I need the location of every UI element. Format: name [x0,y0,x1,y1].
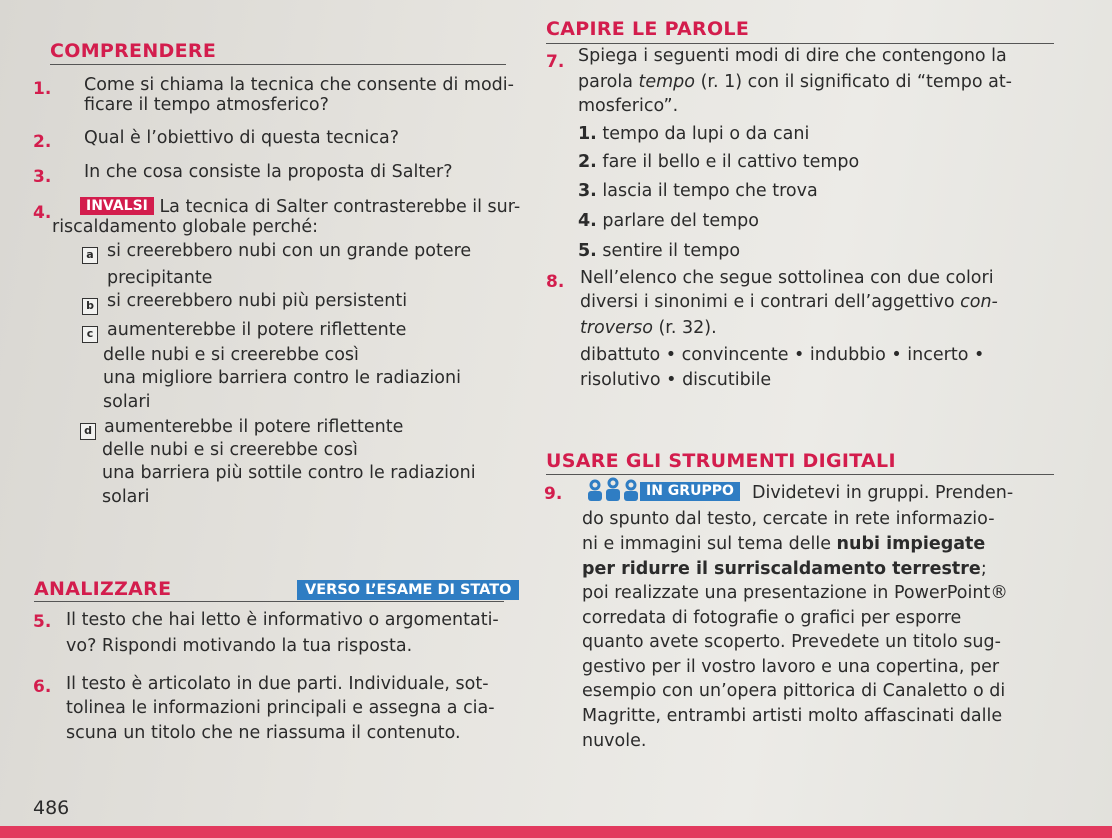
question-9-line-4: per ridurre il surriscaldamento terrestre; [582,559,987,579]
question-9-line-6: corredata di fotografie o grafici per esporre [582,608,962,628]
question-7-line-1: Spiega i seguenti modi di dire che contengono la [578,46,1007,66]
question-9-line-3: ni e immagini sul tema delle nubi impiegate [582,534,986,554]
question-number: 8. [546,272,565,292]
section-rule [546,474,1054,475]
question-8-line-1: Nell’elenco che segue sottolinea con due colori [580,268,994,288]
list-item: 1. tempo da lupi o da cani [578,124,810,144]
section-title-analizzare: ANALIZZARE [34,578,172,600]
section-rule [50,64,506,65]
list-item: 5. sentire il tempo [578,241,741,261]
question-number: 2. [33,132,52,152]
option-c-line-1: aumenterebbe il potere riflettente [107,320,407,340]
question-8-line-3: troverso (r. 32). [580,318,717,338]
question-9-line-5: poi realizzate una presentazione in PowerPoint® [582,583,1008,603]
question-5-line-1: Il testo che hai letto è informativo o argomentati- [66,610,499,630]
question-9-line-2: do spunto dal testo, cercate in rete informazio- [582,509,995,529]
list-item: 3. lascia il tempo che trova [578,181,818,201]
question-number: 4. [33,203,52,223]
question-number: 9. [544,484,563,504]
question-8-line-4: dibattuto • convincente • indubbio • incerto • [580,345,985,365]
page-number: 486 [33,797,70,819]
option-c-line-2: delle nubi e si creerebbe così [103,345,359,365]
section-title-comprendere: COMPRENDERE [50,40,217,62]
option-d-line-4: solari [102,487,150,507]
section-title-capire-le-parole: CAPIRE LE PAROLE [546,18,750,40]
question-6-line-1: Il testo è articolato in due parti. Individuale, sot- [66,674,489,694]
question-number: 3. [33,167,52,187]
question-4-line-2: riscaldamento globale perché: [52,217,319,237]
question-9-line-1: Dividetevi in gruppi. Prenden- [752,483,1014,503]
option-a-box[interactable]: a [82,247,98,264]
option-d-box[interactable]: d [80,423,96,440]
option-c-line-3: una migliore barriera contro le radiazioni [103,368,461,388]
section-title-strumenti-digitali: USARE GLI STRUMENTI DIGITALI [546,450,896,472]
question-1-line-2: ficare il tempo atmosferico? [84,95,329,115]
question-9-line-7: quanto avete scoperto. Prevedete un titolo sug- [582,632,1001,652]
question-7-line-2: parola tempo (r. 1) con il significato di “tempo at- [578,72,1012,92]
option-b-line-1: si creerebbero nubi più persistenti [107,291,408,311]
question-8-line-5: risolutivo • discutibile [580,370,772,390]
question-8-line-2: diversi i sinonimi e i contrari dell’aggettivo con- [580,292,998,312]
list-item: 4. parlare del tempo [578,211,759,231]
question-2-text: Qual è l’obiettivo di questa tecnica? [84,128,400,148]
page-bottom-bar [0,826,1112,838]
option-b-box[interactable]: b [82,298,98,315]
in-gruppo-badge: IN GRUPPO [640,482,740,501]
question-number: 6. [33,677,52,697]
group-icon [585,477,641,503]
question-number: 1. [33,79,52,99]
question-number: 5. [33,612,52,632]
option-a-line-2: precipitante [107,268,213,288]
question-9-line-10: Magritte, entrambi artisti molto affascinati dalle [582,706,1003,726]
option-c-box[interactable]: c [82,326,98,343]
question-4-line-1: INVALSI La tecnica di Salter contrasterebbe il sur- [80,195,520,219]
option-d-line-2: delle nubi e si creerebbe così [102,440,358,460]
question-1-line-1: Come si chiama la tecnica che consente di modi- [84,75,514,95]
question-number: 7. [546,52,565,72]
exam-badge: VERSO L’ESAME DI STATO [297,580,519,600]
option-a-line-1: si creerebbero nubi con un grande potere [107,241,472,261]
question-6-line-3: scuna un titolo che ne riassuma il contenuto. [66,723,461,743]
option-c-line-4: solari [103,392,151,412]
question-3-text: In che cosa consiste la proposta di Salter? [84,162,453,182]
question-9-line-11: nuvole. [582,731,647,751]
question-5-line-2: vo? Rispondi motivando la tua risposta. [66,636,413,656]
invalsi-badge: INVALSI [80,197,154,215]
option-d-line-3: una barriera più sottile contro le radiazioni [102,463,476,483]
question-9-line-8: gestivo per il vostro lavoro e una copertina, per [582,657,1000,677]
list-item: 2. fare il bello e il cattivo tempo [578,152,860,172]
question-9-line-9: esempio con un’opera pittorica di Canaletto o di [582,681,1006,701]
option-d-line-1: aumenterebbe il potere riflettente [104,417,404,437]
section-rule [34,601,504,602]
question-7-line-3: mosferico”. [578,96,679,116]
question-6-line-2: tolinea le informazioni principali e assegna a cia- [66,698,495,718]
